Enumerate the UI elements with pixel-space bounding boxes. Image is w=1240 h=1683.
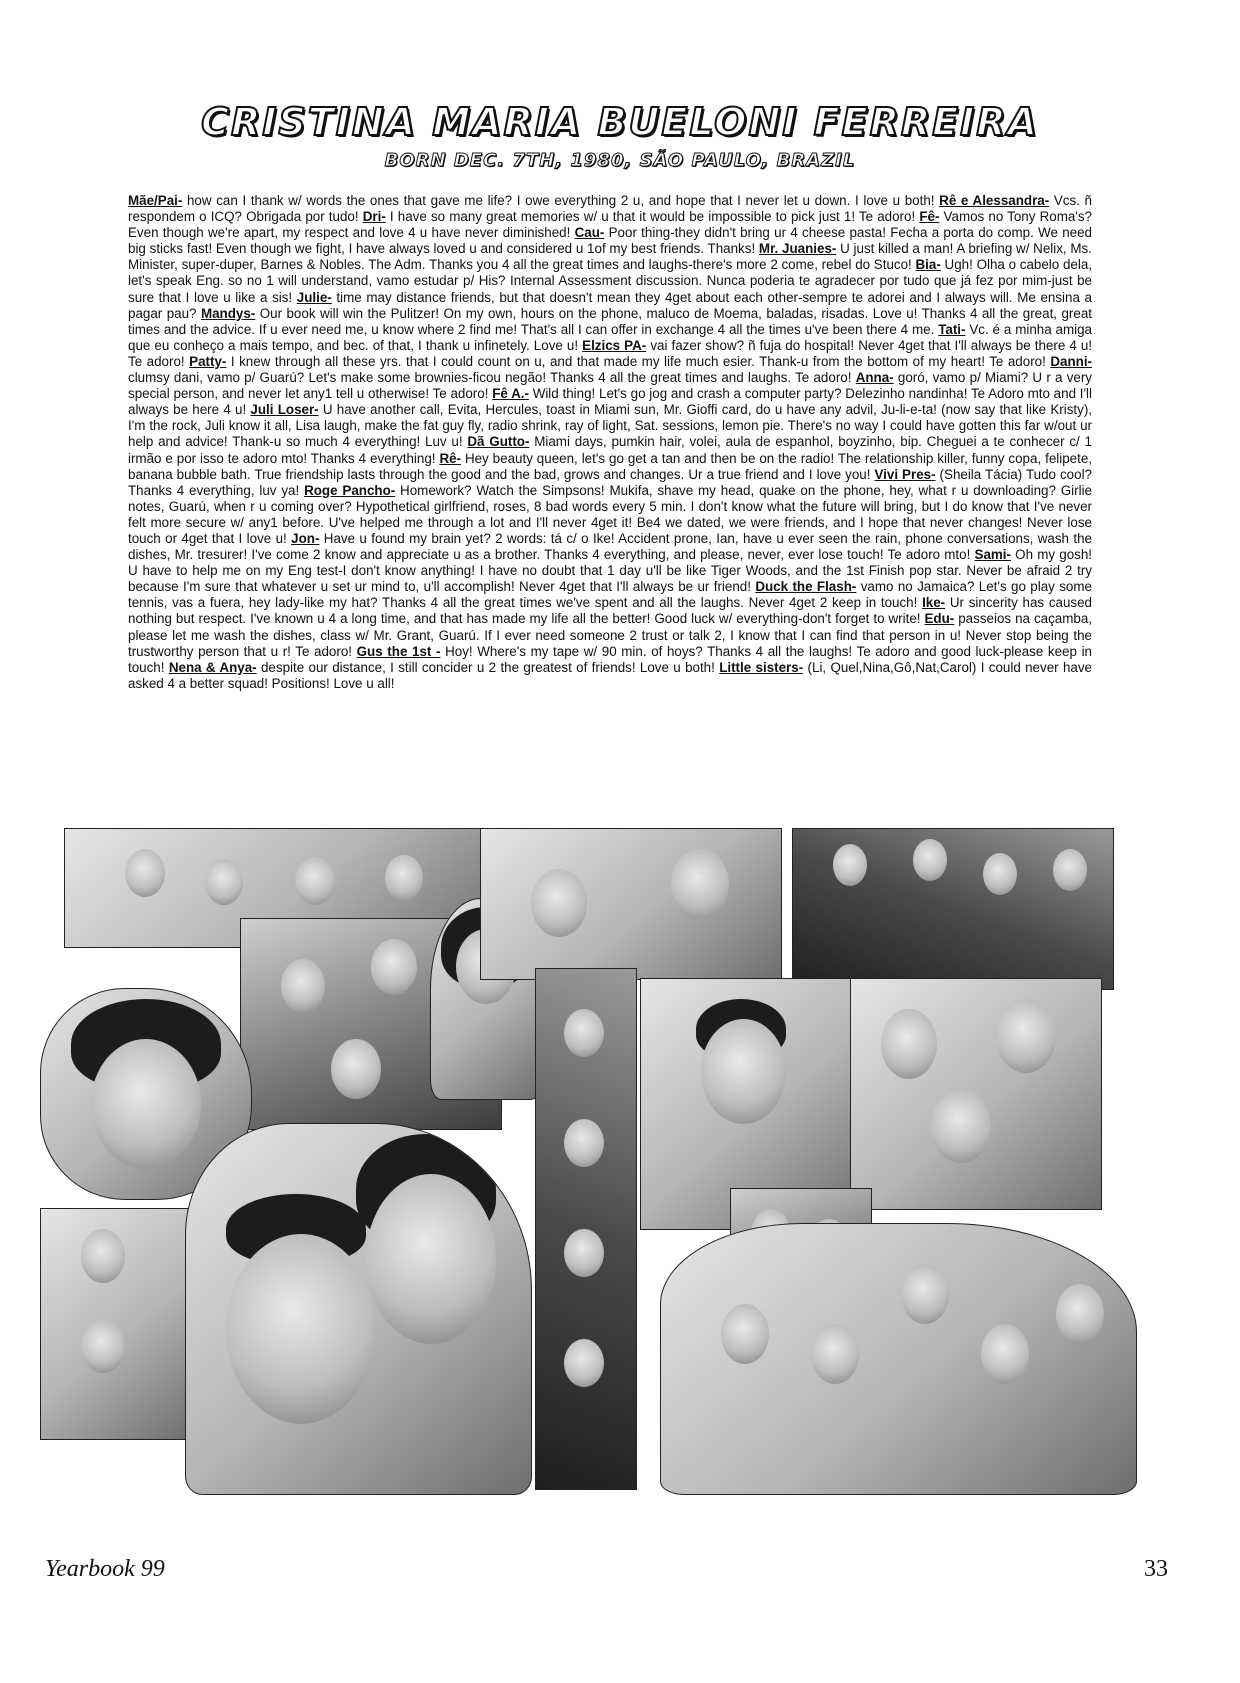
friends-column-photo	[535, 968, 637, 1490]
dedication-message: Wild thing! Let's go jog and crash a computer party? Delezinho nandinha! Te Adoro mto and I'll always be here 4 u!	[128, 386, 1093, 418]
dedication-message: (Sheila Tácia) Tudo cool? Thanks 4 everything, luv ya!	[128, 466, 1092, 498]
dedication-message: Hey beauty queen, let's go get a tan and then be on the radio! The relationship killer, funny copa, felipete, banana bubble bath. True friendship lasts through the good and the bad, grows and changes. Ur a true friend and I love you!	[128, 450, 1092, 482]
dedication-name: Roge Pancho-	[304, 482, 396, 498]
photo-collage	[40, 828, 1200, 1568]
dedication-name: Ike-	[922, 595, 946, 611]
dedication-name: Anna-	[855, 370, 894, 386]
three-girls-photo	[850, 978, 1102, 1210]
dedication-name: Rê e Alessandra-	[939, 193, 1050, 208]
dedication-name: Jon-	[291, 530, 320, 546]
dedication-name: Nena & Anya-	[168, 659, 257, 675]
dedication-message: passeios na caçamba, please let me wash the dishes, class w/ Mr. Grant, Guarú. If I ever need someone 2 trust or talk 2, I know that I can find that person in u! Never stop being the trustworthy person that u r! Te adoro!	[128, 611, 1093, 659]
dedication-name: Gus the 1st -	[356, 643, 441, 659]
dedication-message: clumsy dani, vamo p/ Guarú? Let's make some brownies-ficou negão! Thanks 4 all the great times and laughs. Te adoro!	[128, 370, 856, 386]
dedication-name: Patty-	[189, 353, 227, 369]
dedication-message: I have so many great memories w/ u that it would be impossible to pick just 1! Te adoro!	[385, 209, 920, 225]
dedication-message: Hoy! Where's my tape w/ 90 min. of hoys? Thanks 4 all the laughs! Te adoro and good luck-please keep in touch!	[128, 643, 1092, 675]
dedication-message: (Li, Quel,Nina,Gô,Nat,Carol) I could never have asked 4 a better squad! Positions! Love u all!	[128, 659, 1092, 691]
dedication-name: Dã Gutto-	[467, 434, 530, 450]
tribute-text	[128, 193, 1092, 692]
dedication-name: Little sisters-	[719, 659, 804, 675]
dedication-message: Vcs. ñ respondem o ICQ? Obrigada por tudo!	[128, 193, 1093, 225]
friends-group-photo	[660, 1223, 1137, 1495]
dedication-name: Cau-	[574, 225, 605, 241]
dedication-message: how can I thank w/ words the ones that gave me life? I owe everything 2 u, and hope that I never let u down. I love u both!	[182, 193, 940, 208]
dedication-message: Homework? Watch the Simpsons! Mukifa, shave my head, quake on the phone, hey, what r u downloading? Girlie notes, Guarú, when r u coming over? Hypothetical girlfriend, roses, 8 bad words every 5 min. I don't know what the future will bring, but I do know that I've never felt more secure w/ any1 before. U've helped me through a lot and I'll never 4get it! Be4 we dated, we were friends, and I hope that never changes! Never lose touch or 4get that I love u!	[128, 482, 1092, 546]
dedication-name: Julie-	[296, 289, 332, 305]
dedication-name: Dri-	[362, 209, 386, 225]
siblings-photo	[40, 1208, 192, 1440]
dedication-name: Duck the Flash-	[755, 579, 857, 595]
dedication-name: Edu-	[924, 611, 955, 627]
page-title: CRISTINA MARIA BUELONI FERREIRA	[201, 100, 1039, 144]
dedication-name: Mr. Juanies-	[758, 241, 837, 257]
dedication-name: Vivi Pres-	[874, 466, 936, 482]
dedication-name: Fê A.-	[492, 386, 529, 402]
dedication-name: Bia-	[915, 257, 941, 273]
dedication-message: Poor thing-they didn't bring ur 4 cheese pasta! Fecha a porta do comp. We need big sticks fast! Even though we fight, I have always loved u and considered u 1of my best friends. Thanks!	[128, 225, 1092, 257]
dedication-message: Ur sincerity has caused nothing but respect. I've known u 4 a long time, and that has made my life all the better! Good luck w/ everything-don't forget to write!	[128, 595, 1093, 627]
dedication-name: Tati-	[938, 321, 966, 337]
dedication-message: U just killed a man! A briefing w/ Nelix, Ms. Minister, super-duper, Barnes & Nobles. The Adm. Thanks you 4 all the great times and laughs-there's more 2 come, rebel do Stuco!	[128, 241, 1092, 273]
two-friends-photo	[480, 828, 782, 980]
dedication-message: Ugh! Olha o cabelo dela, let's speak Eng. so no 1 will understand, vamo estudar p/ His? Internal Assessment discussion. Nunca poderia te agradecer por tudo que já fez por mim-just be sure that I love u like a sis!	[128, 257, 1092, 305]
dedication-message: goró, vamo p/ Miami? U r a very special person, and never let any1 tell u otherwise! Te adoro!	[128, 370, 1092, 402]
dedication-message: Vc. é a minha amiga que eu conheço a mais tempo, and bec. of that, I thank u infinetely. Love u!	[128, 321, 1093, 353]
dedication-message: Miami days, pumkin hair, volei, aula de espanhol, boyzinho, bip. Cheguei a te conhecer c/ 1 irmão e por isso te adoro mto! Thanks 4 everything!	[128, 434, 1093, 466]
dedication-message: Have u found my brain yet? 2 words: tá c/ o Ike! Accident prone, Ian, have u ever seen the rain, phone conversations, wash the dishes, Mr. tresurer! I've come 2 know and appreciate u as a brother. Thanks 4 everything, and please, never, ever lose touch! Te adoro mto!	[128, 530, 1092, 563]
dedication-name: Rê-	[439, 450, 462, 466]
footer-yearbook: Yearbook 99	[45, 1556, 165, 1582]
dedication-message: vai fazer show? ñ fuja do hospital! Never 4get that I'll always be there 4 u! Te adoro!	[128, 337, 1093, 369]
dedication-message: Vamos no Tony Roma's? Even though we're apart, my respect and love 4 u have never diminished!	[128, 209, 1092, 241]
dedication-name: Mãe/Pai-	[128, 193, 183, 208]
dedication-message: I knew through all these yrs. that I could count on u, and that made my life much esier. Thank-u from the bottom of my heart! Te adoro!	[226, 353, 1051, 369]
beach-boys-photo	[792, 828, 1114, 990]
dedication-name: Fê-	[919, 209, 940, 225]
dedication-message: vamo no Jamaica? Let's go play some tennis, vas a fuera, hey lady-like my hat? Thanks 4 all the great times we've spent and all the laughs. Never 4get 2 keep in touch!	[128, 579, 1092, 611]
couple-photo	[185, 1123, 532, 1495]
footer-page-number: 33	[1144, 1556, 1168, 1582]
dedication-name: Mandys-	[200, 305, 256, 321]
dedication-message: Our book will win the Pulitzer! On my own, hours on the phone, maluco de Moema, baladas, risadas. Love u! Thanks 4 all the great, great times and the advice. If u ever need me, u know where 2 find me! That's all I can offer in exchange 4 all the times u've been there 4 me.	[128, 305, 1092, 337]
dedication-message: despite our distance, I still concider u 2 the greatest of friends! Love u both!	[256, 659, 720, 675]
dedication-message: time may distance friends, but that doesn't mean they 4get about each other-sempre te adorei and I always will. Me ensina a pagar pau?	[128, 289, 1092, 321]
dedication-name: Juli Loser-	[250, 402, 319, 418]
dedication-message: U have another call, Evita, Hercules, toast in Miami sun, Mr. Gioffi card, do u have any advil, Ju-li-e-ta! (now say that like Kristy), I'm the rock, Juli know it all, Lisa laugh, make the fat guy fly, radio shrink, ray of light, Sat. sessions, lemon pie. There's no way I could have gotten this far w/out ur help and advice! Thank-u so much 4 everything! Luv u!	[128, 402, 1092, 450]
dedication-message: Oh my gosh! U have to help me on my Eng test-I don't know anything! I have no doubt that 1 day u'll be like Tiger Woods, and the 1st Finish pop star. Never be afraid 2 try because I'm sure that whatever u set ur mind to, u'll accomplish! Never 4get that I'll always be ur friend!	[128, 547, 1092, 595]
page-subtitle: BORN DEC. 7TH, 1980, SÃO PAULO, BRAZIL	[384, 150, 856, 171]
dedication-name: Sami-	[974, 547, 1011, 563]
dedication-name: Elzics PA-	[582, 337, 647, 353]
dedication-name: Danni-	[1050, 353, 1092, 369]
